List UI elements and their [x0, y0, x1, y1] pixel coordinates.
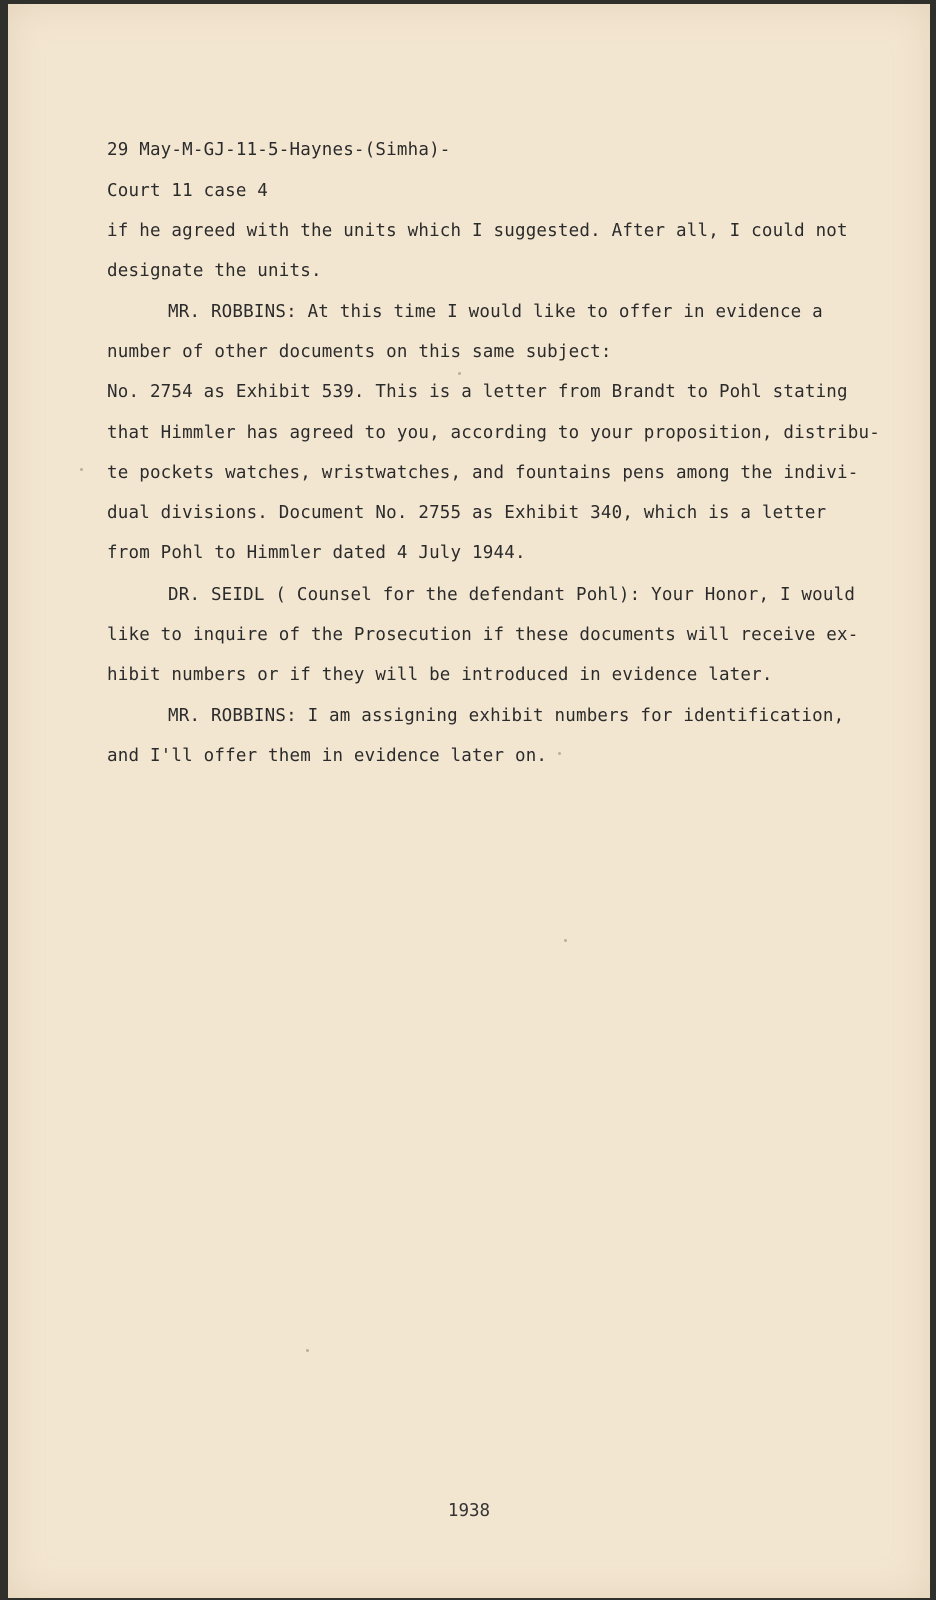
paper-speck: [558, 752, 561, 755]
paper-speck: [564, 939, 567, 942]
court-case-line: Court 11 case 4: [107, 181, 269, 201]
text-line: number of other documents on this same subject:: [107, 342, 612, 362]
text-line: MR. ROBBINS: At this time I would like to offer in evidence a: [168, 302, 823, 322]
text-line: te pockets watches, wristwatches, and fountains pens among the indivi-: [107, 463, 859, 483]
text-line: like to inquire of the Prosecution if these documents will receive ex-: [107, 625, 859, 645]
text-line: MR. ROBBINS: I am assigning exhibit numbers for identification,: [168, 706, 845, 726]
text-line: from Pohl to Himmler dated 4 July 1944.: [107, 543, 526, 563]
text-line: No. 2754 as Exhibit 539. This is a letter from Brandt to Pohl stating: [107, 382, 848, 402]
header-line: 29 May-M-GJ-11-5-Haynes-(Simha)-: [107, 140, 451, 160]
text-line: DR. SEIDL ( Counsel for the defendant Pohl): Your Honor, I would: [168, 585, 856, 605]
paper-speck: [306, 1349, 309, 1352]
text-line: dual divisions. Document No. 2755 as Exhibit 340, which is a letter: [107, 503, 827, 523]
text-line: if he agreed with the units which I suggested. After all, I could not: [107, 221, 848, 241]
paper-speck: [458, 372, 461, 375]
paper-speck: [80, 468, 83, 471]
text-line: that Himmler has agreed to you, according to your proposition, distribu-: [107, 423, 880, 443]
text-line: hibit numbers or if they will be introduced in evidence later.: [107, 665, 773, 685]
text-line: and I'll offer them in evidence later on.: [107, 746, 548, 766]
page-number: 1938: [447, 1501, 491, 1521]
document-page: [8, 4, 930, 1598]
text-line: designate the units.: [107, 261, 322, 281]
